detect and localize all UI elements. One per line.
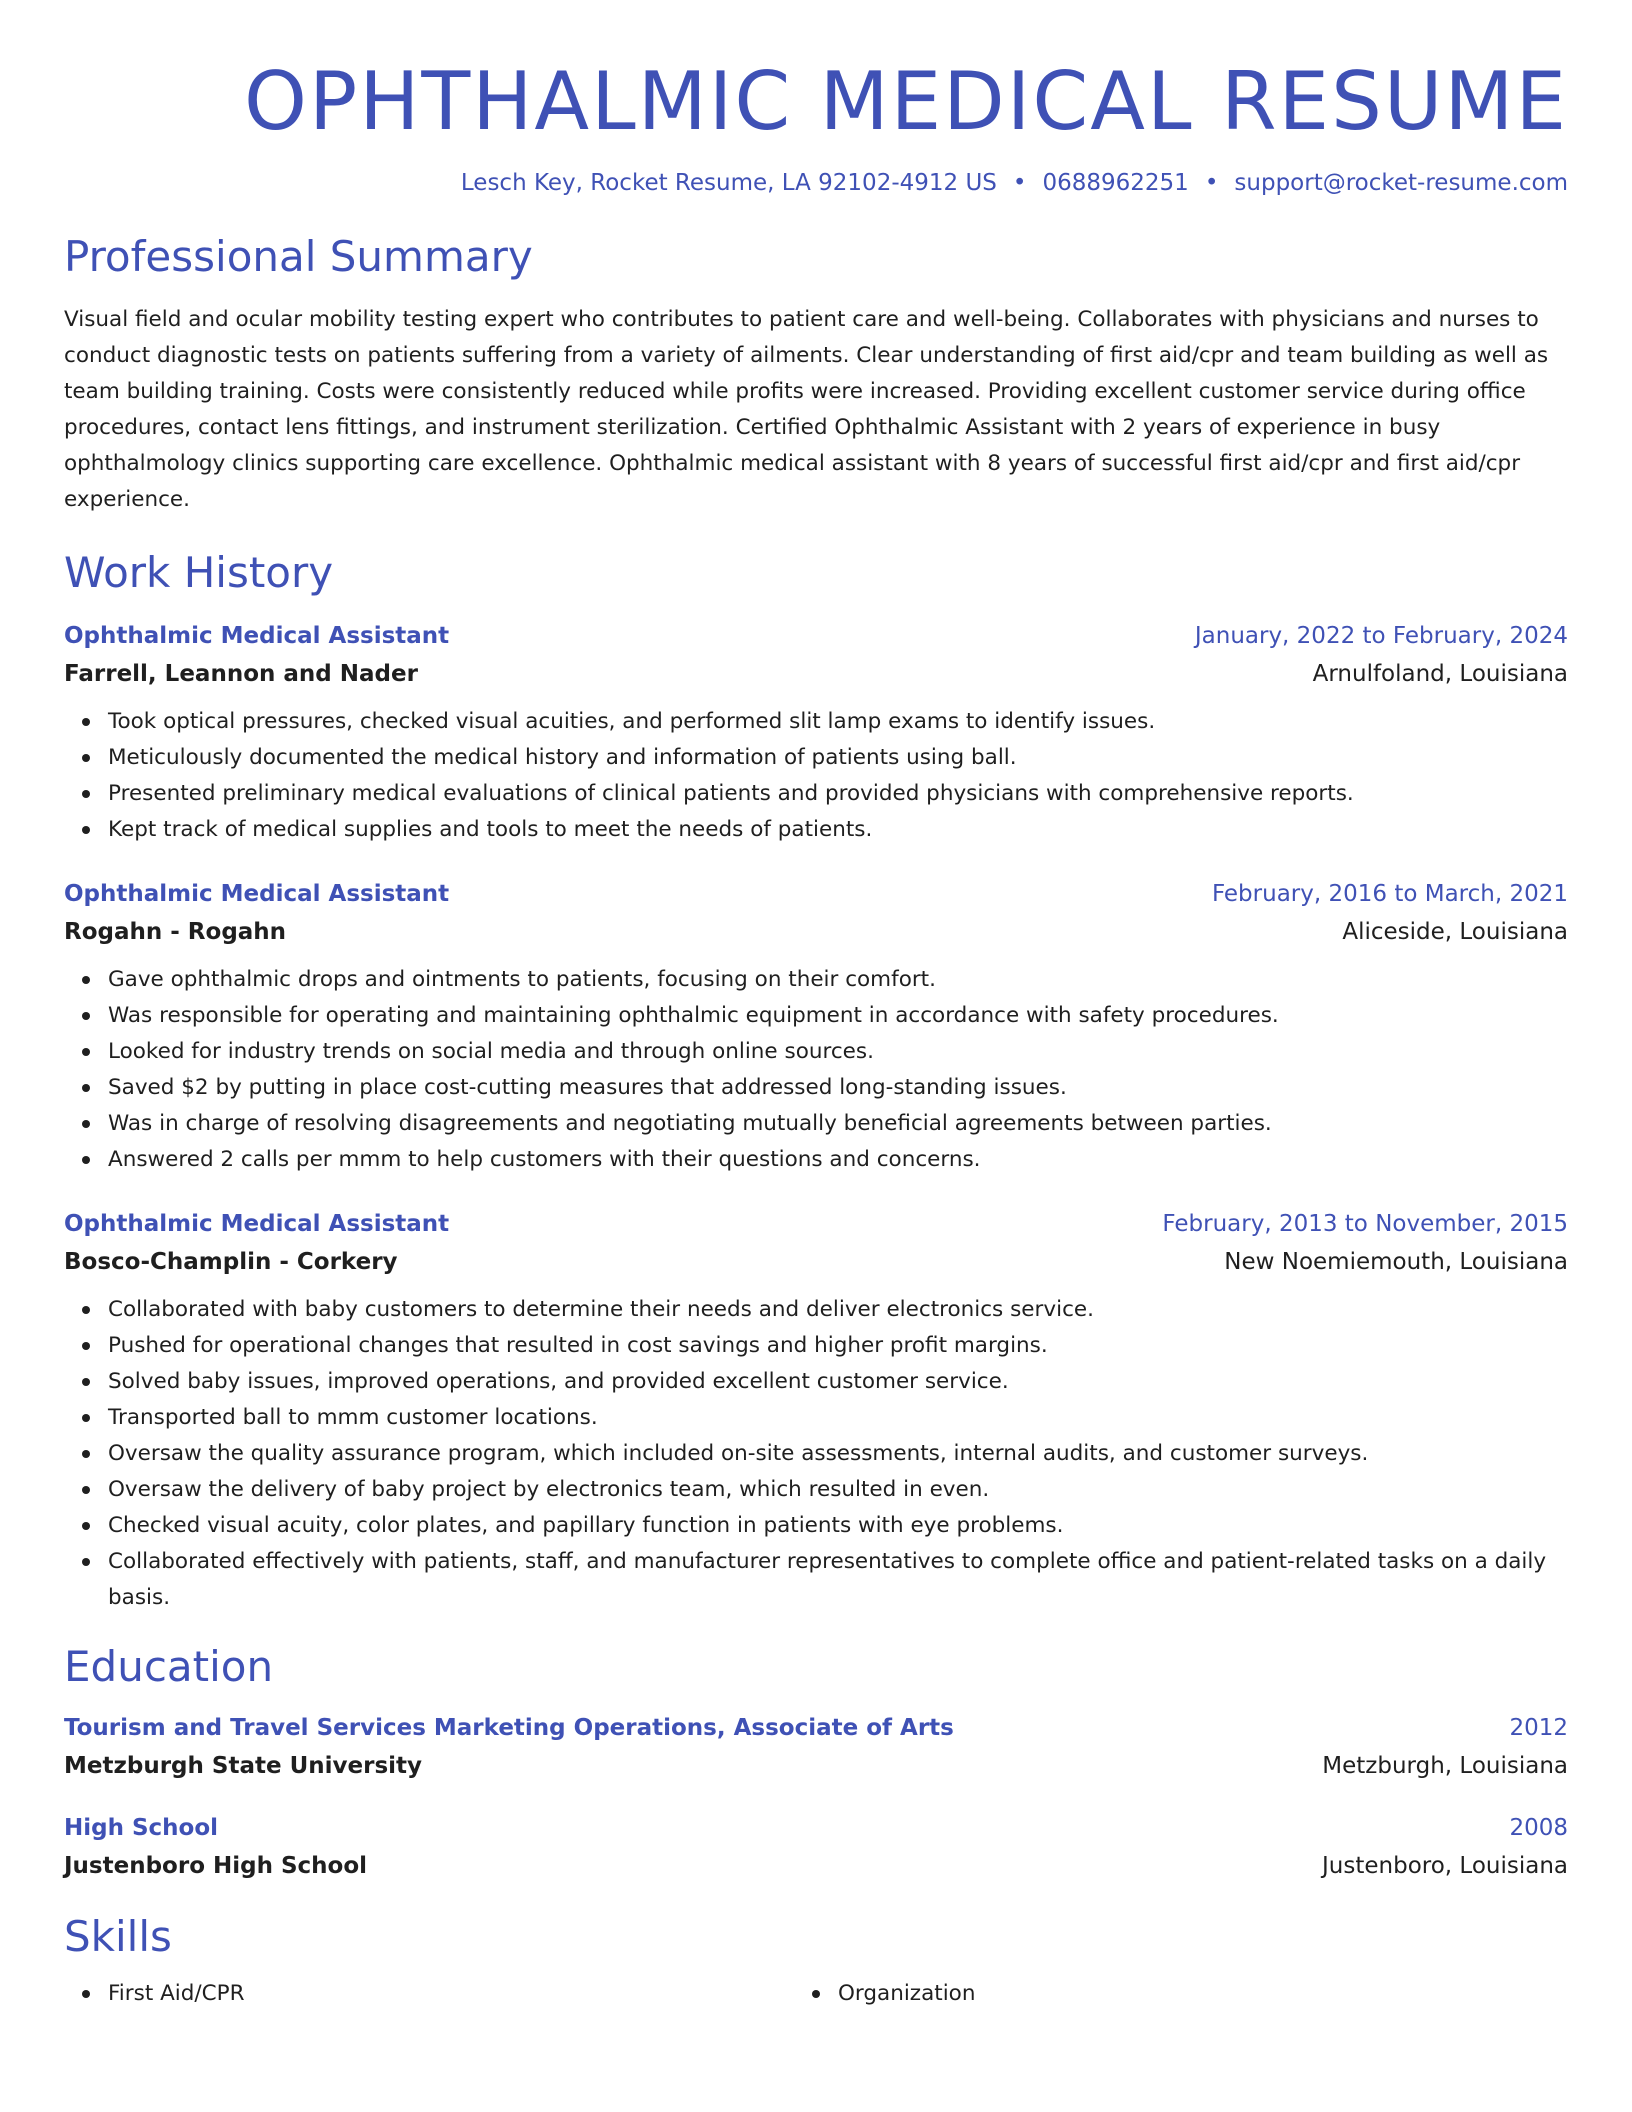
skill-item: First Aid/CPR bbox=[108, 1976, 838, 2012]
education-degree: High School bbox=[64, 1815, 219, 1841]
education-header-row bbox=[64, 1812, 1568, 1844]
education-school: Metzburgh State University bbox=[64, 1753, 423, 1779]
job-entry bbox=[64, 620, 1568, 848]
job-dates: February, 2016 to March, 2021 bbox=[1211, 881, 1568, 907]
job-dates: January, 2022 to February, 2024 bbox=[1194, 623, 1568, 649]
job-bullet-item: Presented preliminary medical evaluations of clinical patients and provided physicians with comprehensive reports. bbox=[108, 776, 1568, 812]
work-history-heading: Work History bbox=[64, 548, 334, 597]
job-bullet-item: Kept track of medical supplies and tools to meet the needs of patients. bbox=[108, 812, 1568, 848]
job-bullet-item: Checked visual acuity, color plates, and papillary function in patients with eye problems. bbox=[108, 1508, 1568, 1544]
skills-list bbox=[64, 1976, 1568, 2012]
education-location: Metzburgh, Louisiana bbox=[1322, 1753, 1568, 1779]
summary-text: Visual field and ocular mobility testing expert who contributes to patient care and well-being. Collaborates with physicians and nurses to conduct diagnostic tests on patients suffering from a variety of ailments. Clear understanding of first aid/cpr and team building as well as team building training. Costs were consistently reduced while profits were increased. Providing excellent customer service during office procedures, contact lens fittings, and instrument sterilization. Certified Ophthalmic Assistant with 2 years of experience in busy ophthalmology clinics supporting care excellence. Ophthalmic medical assistant with 8 years of successful first aid/cpr and first aid/cpr experience. bbox=[64, 307, 1549, 512]
education-entry bbox=[64, 1712, 1568, 1782]
job-bullet-item: Was in charge of resolving disagreements and negotiating mutually beneficial agreements between parties. bbox=[108, 1106, 1568, 1142]
job-bullet-item: Looked for industry trends on social media and through online sources. bbox=[108, 1034, 1568, 1070]
job-company: Farrell, Leannon and Nader bbox=[64, 661, 418, 687]
contact-address: Lesch Key, Rocket Resume, LA 92102-4912 US bbox=[460, 170, 997, 196]
job-position: Ophthalmic Medical Assistant bbox=[64, 881, 450, 907]
job-entry bbox=[64, 878, 1568, 1178]
contact-separator: • bbox=[1204, 170, 1219, 196]
education-degree: Tourism and Travel Services Marketing Operations, Associate of Arts bbox=[64, 1715, 954, 1741]
job-bullet-item: Collaborated with baby customers to determine their needs and deliver electronics service. bbox=[108, 1292, 1568, 1328]
job-location: Arnulfoland, Louisiana bbox=[1312, 661, 1568, 687]
job-bullet-item: Oversaw the quality assurance program, which included on-site assessments, internal audits, and customer surveys. bbox=[108, 1436, 1568, 1472]
work-history-list bbox=[64, 620, 1568, 1616]
job-location: Aliceside, Louisiana bbox=[1342, 919, 1568, 945]
education-school: Justenboro High School bbox=[64, 1853, 368, 1879]
job-bullet-item: Collaborated effectively with patients, staff, and manufacturer representatives to complete office and patient-related tasks on a daily basis. bbox=[108, 1544, 1568, 1616]
job-bullet-item: Transported ball to mmm customer locations. bbox=[108, 1400, 1568, 1436]
job-bullet-list bbox=[64, 962, 1568, 1178]
education-location: Justenboro, Louisiana bbox=[1322, 1853, 1568, 1879]
job-bullet-item: Answered 2 calls per mmm to help customers with their questions and concerns. bbox=[108, 1142, 1568, 1178]
education-header-row bbox=[64, 1712, 1568, 1744]
job-company: Bosco-Champlin - Corkery bbox=[64, 1249, 398, 1275]
contact-line bbox=[64, 170, 1568, 196]
job-header-row bbox=[64, 620, 1568, 652]
contact-phone: 0688962251 bbox=[1042, 170, 1189, 196]
job-bullet-item: Was responsible for operating and maintaining ophthalmic equipment in accordance with safety procedures. bbox=[108, 998, 1568, 1034]
job-position: Ophthalmic Medical Assistant bbox=[64, 1211, 450, 1237]
job-location: New Noemiemouth, Louisiana bbox=[1224, 1249, 1568, 1275]
education-heading: Education bbox=[64, 1642, 274, 1691]
job-bullet-item: Solved baby issues, improved operations, and provided excellent customer service. bbox=[108, 1364, 1568, 1400]
education-year: 2008 bbox=[1509, 1815, 1568, 1841]
education-school-row bbox=[64, 1750, 1568, 1782]
education-school-row bbox=[64, 1850, 1568, 1882]
education-entry bbox=[64, 1812, 1568, 1882]
job-company: Rogahn - Rogahn bbox=[64, 919, 287, 945]
job-bullet-item: Oversaw the delivery of baby project by electronics team, which resulted in even. bbox=[108, 1472, 1568, 1508]
job-header-row bbox=[64, 1208, 1568, 1240]
job-entry bbox=[64, 1208, 1568, 1616]
contact-email: support@rocket-resume.com bbox=[1234, 170, 1568, 196]
job-bullet-list bbox=[64, 1292, 1568, 1616]
education-list bbox=[64, 1712, 1568, 1882]
resume-title: OPHTHALMIC MEDICAL RESUME bbox=[244, 55, 1568, 148]
job-company-row bbox=[64, 658, 1568, 690]
job-bullet-item: Pushed for operational changes that resulted in cost savings and higher profit margins. bbox=[108, 1328, 1568, 1364]
job-bullet-list bbox=[64, 704, 1568, 848]
education-year: 2012 bbox=[1509, 1715, 1568, 1741]
job-bullet-item: Gave ophthalmic drops and ointments to patients, focusing on their comfort. bbox=[108, 962, 1568, 998]
job-bullet-item: Took optical pressures, checked visual acuities, and performed slit lamp exams to identify issues. bbox=[108, 704, 1568, 740]
job-header-row bbox=[64, 878, 1568, 910]
job-company-row bbox=[64, 1246, 1568, 1278]
job-bullet-item: Meticulously documented the medical history and information of patients using ball. bbox=[108, 740, 1568, 776]
job-position: Ophthalmic Medical Assistant bbox=[64, 623, 450, 649]
contact-separator: • bbox=[1012, 170, 1027, 196]
skill-item: Organization bbox=[838, 1976, 1568, 2012]
skills-heading: Skills bbox=[64, 1912, 172, 1961]
job-company-row bbox=[64, 916, 1568, 948]
summary-heading: Professional Summary bbox=[64, 232, 533, 281]
job-bullet-item: Saved $2 by putting in place cost-cutting measures that addressed long-standing issues. bbox=[108, 1070, 1568, 1106]
job-dates: February, 2013 to November, 2015 bbox=[1162, 1211, 1568, 1237]
